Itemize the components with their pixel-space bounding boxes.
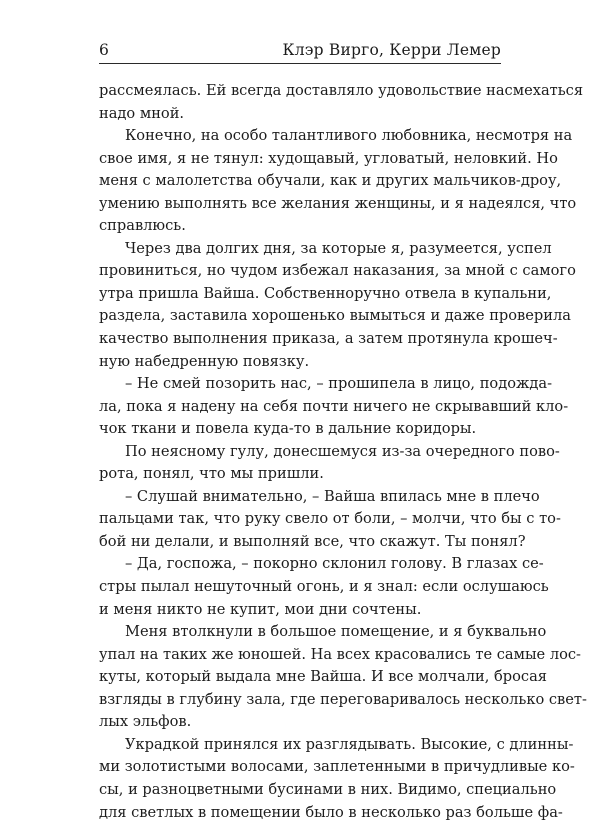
running-head: Клэр Вирго, Керри Лемер (283, 40, 501, 60)
text-line: Конечно, на особо талантливого любовника, несмотря на (99, 125, 501, 148)
text-line: бой ни делали, и выполняй все, что скажут. Ты понял? (99, 531, 501, 554)
page-number: 6 (99, 40, 109, 60)
text-line: умению выполнять все желания женщины, и я надеялся, что (99, 193, 501, 216)
text-line: рассмеялась. Ей всегда доставляло удовольствие насмехаться (99, 80, 501, 103)
text-line: утра пришла Вайша. Собственноручно отвела в купальни, (99, 283, 501, 306)
header-rule (99, 63, 501, 64)
paragraph (99, 373, 501, 441)
text-line: раздела, заставила хорошенько вымыться и даже проверила (99, 305, 501, 328)
text-line: свое имя, я не тянул: худощавый, угловатый, неловкий. Но (99, 148, 501, 171)
text-line: – Не смей позорить нас, – прошипела в лицо, подожда- (99, 373, 501, 396)
text-line: качество выполнения приказа, а затем протянула крошеч- (99, 328, 501, 351)
text-line: Украдкой принялся их разглядывать. Высокие, с длинны- (99, 734, 501, 757)
paragraph (99, 441, 501, 486)
paragraph (99, 80, 501, 125)
text-line: сы, и разноцветными бусинами в них. Видимо, специально (99, 779, 501, 802)
text-line: лых эльфов. (99, 711, 501, 734)
text-line: провиниться, но чудом избежал наказания, за мной с самого (99, 260, 501, 283)
text-line: По неясному гулу, донесшемуся из-за очередного пово- (99, 441, 501, 464)
body-text (99, 80, 501, 824)
text-line: пальцами так, что руку свело от боли, – молчи, что бы с то- (99, 508, 501, 531)
text-line: и меня никто не купит, мои дни сочтены. (99, 599, 501, 622)
text-line: взгляды в глубину зала, где переговаривалось несколько свет- (99, 689, 501, 712)
paragraph (99, 125, 501, 238)
paragraph (99, 734, 501, 824)
text-line: меня с малолетства обучали, как и других мальчиков-дроу, (99, 170, 501, 193)
text-line: – Да, госпожа, – покорно склонил голову. В глазах се- (99, 553, 501, 576)
text-line: стры пылал нешуточный огонь, и я знал: если ослушаюсь (99, 576, 501, 599)
paragraph (99, 486, 501, 554)
text-line: ла, пока я надену на себя почти ничего не скрывавший кло- (99, 396, 501, 419)
page-header (99, 40, 501, 62)
text-line: – Слушай внимательно, – Вайша впилась мне в плечо (99, 486, 501, 509)
text-line: чок ткани и повела куда-то в дальние коридоры. (99, 418, 501, 441)
text-line: справлюсь. (99, 215, 501, 238)
text-line: Меня втолкнули в большое помещение, и я буквально (99, 621, 501, 644)
paragraph (99, 621, 501, 734)
text-line: куты, который выдала мне Вайша. И все молчали, бросая (99, 666, 501, 689)
text-line: надо мной. (99, 103, 501, 126)
text-line: ную набедренную повязку. (99, 351, 501, 374)
text-line: упал на таких же юношей. На всех красовались те самые лос- (99, 644, 501, 667)
paragraph (99, 553, 501, 621)
text-line: Через два долгих дня, за которые я, разумеется, успел (99, 238, 501, 261)
text-line: рота, понял, что мы пришли. (99, 463, 501, 486)
text-line: ми золотистыми волосами, заплетенными в причудливые ко- (99, 756, 501, 779)
paragraph (99, 238, 501, 373)
text-line: для светлых в помещении было в несколько раз больше фа- (99, 802, 501, 824)
